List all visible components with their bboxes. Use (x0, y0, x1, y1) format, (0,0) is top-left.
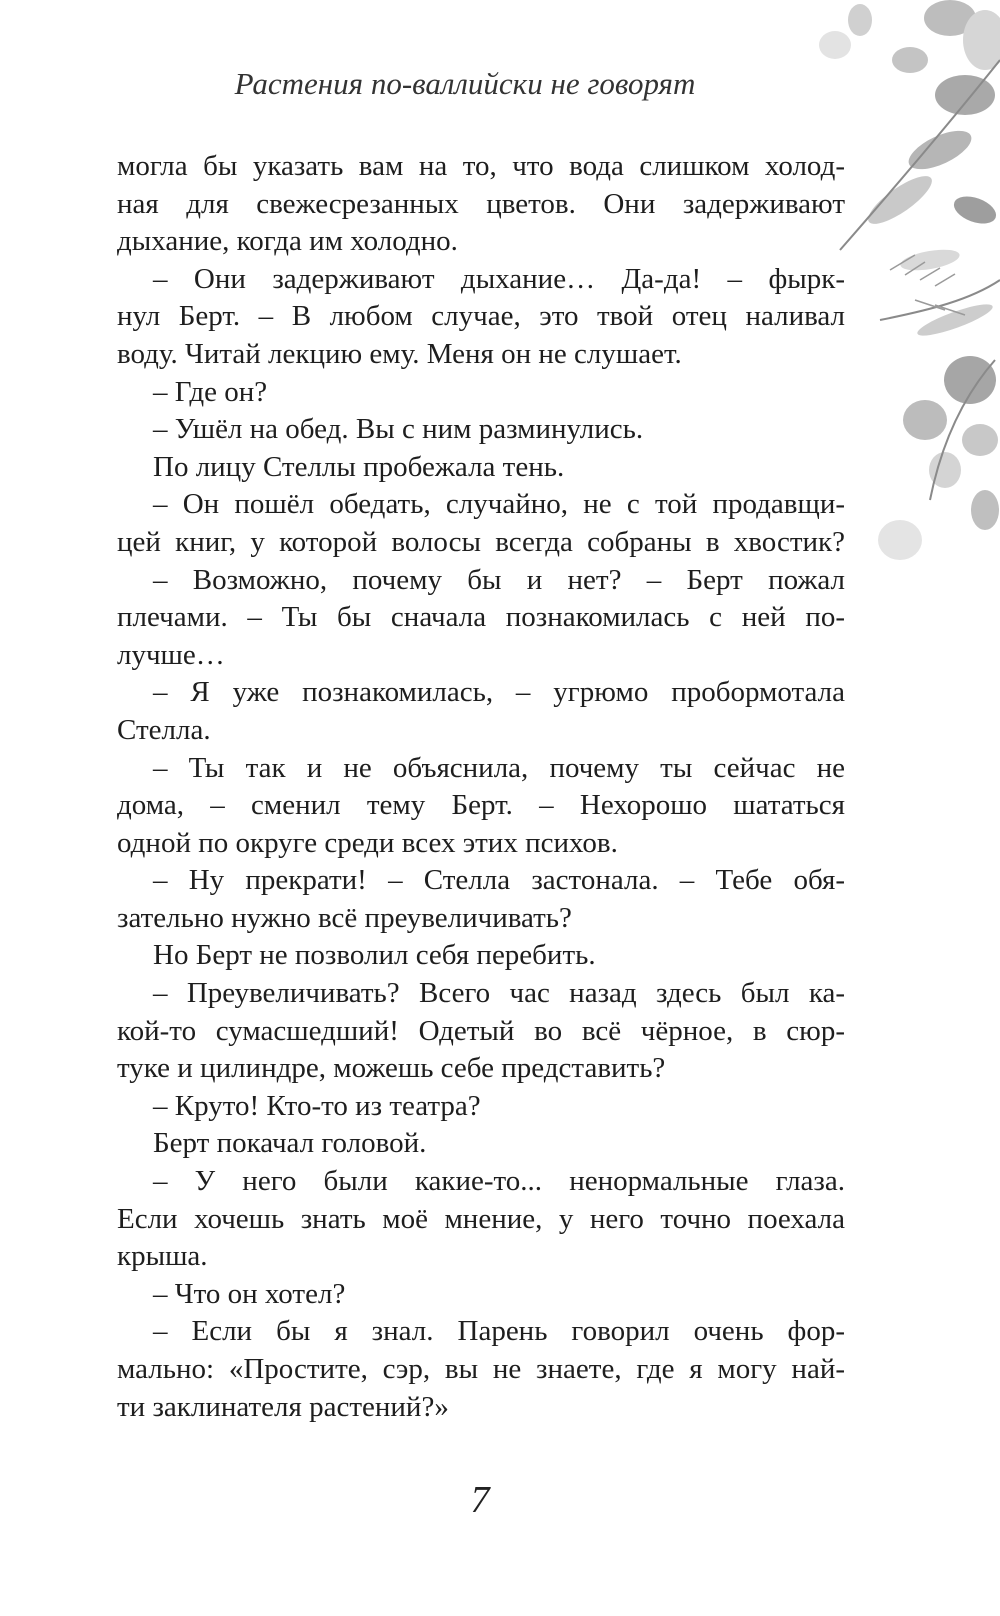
text-line: – У него были какие-то... ненормальные глаза. (153, 1165, 845, 1198)
text-line: воду. Читай лекцию ему. Меня он не слушает. (117, 337, 682, 370)
text-line: кой-то сумасшедший! Одетый во всё чёрное, в сюр- (117, 1014, 845, 1047)
running-head: Растения по-валлийски не говорят (234, 66, 696, 101)
body-text (117, 148, 845, 1426)
text-line: одной по округе среди всех этих психов. (117, 826, 618, 859)
text-line: По лицу Стеллы пробежала тень. (153, 450, 565, 483)
text-line: Если хочешь знать моё мнение, у него точно поехала (117, 1202, 845, 1235)
text-line: – Он пошёл обедать, случайно, не с той продавщи- (153, 488, 845, 521)
text-line: Но Берт не позволил себя перебить. (153, 939, 596, 972)
text-line: – Если бы я знал. Парень говорил очень фор- (153, 1315, 845, 1348)
text-line: зательно нужно всё преувеличивать? (117, 901, 572, 934)
page-number: 7 (470, 1479, 490, 1521)
text-line: крыша. (117, 1240, 208, 1273)
text-line: – Ты так и не объяснила, почему ты сейчас не (153, 751, 845, 784)
text-line: Стелла. (117, 713, 211, 746)
text-line: – Ушёл на обед. Вы с ним разминулись. (153, 413, 644, 446)
text-line: – Возможно, почему бы и нет? – Берт пожал (153, 563, 845, 596)
text-line: – Ну прекрати! – Стелла застонала. – Тебе обя- (153, 864, 845, 897)
text-line: туке и цилиндре, можешь себе представить? (117, 1052, 666, 1085)
text-line: дыхание, когда им холодно. (117, 225, 458, 258)
text-line: – Где он? (153, 375, 268, 408)
text-line: нул Берт. – В любом случае, это твой отец наливал (117, 300, 845, 333)
text-line: мально: «Простите, сэр, вы не знаете, где я могу най- (117, 1353, 845, 1385)
text-line: могла бы указать вам на то, что вода слишком холод- (117, 150, 845, 182)
text-line: ная для свежесрезанных цветов. Они задерживают (117, 187, 845, 220)
text-line: дома, – сменил тему Берт. – Нехорошо шататься (117, 789, 845, 822)
text-line: плечами. – Ты бы сначала познакомилась с ней по- (117, 601, 845, 634)
text-line: лучше… (117, 638, 225, 671)
text-line: Берт покачал головой. (153, 1127, 427, 1160)
text-line: – Преувеличивать? Всего час назад здесь был ка- (153, 977, 845, 1010)
text-line: – Я уже познакомилась, – угрюмо пробормотала (153, 676, 845, 709)
text-line: – Они задерживают дыхание… Да-да! – фырк- (153, 262, 845, 295)
text-line: – Круто! Кто-то из театра? (153, 1089, 481, 1122)
text-line: цей книг, у которой волосы всегда собраны в хвостик? (117, 525, 845, 558)
text-line: ти заклинателя растений?» (117, 1390, 449, 1423)
text-line: – Что он хотел? (153, 1277, 346, 1310)
